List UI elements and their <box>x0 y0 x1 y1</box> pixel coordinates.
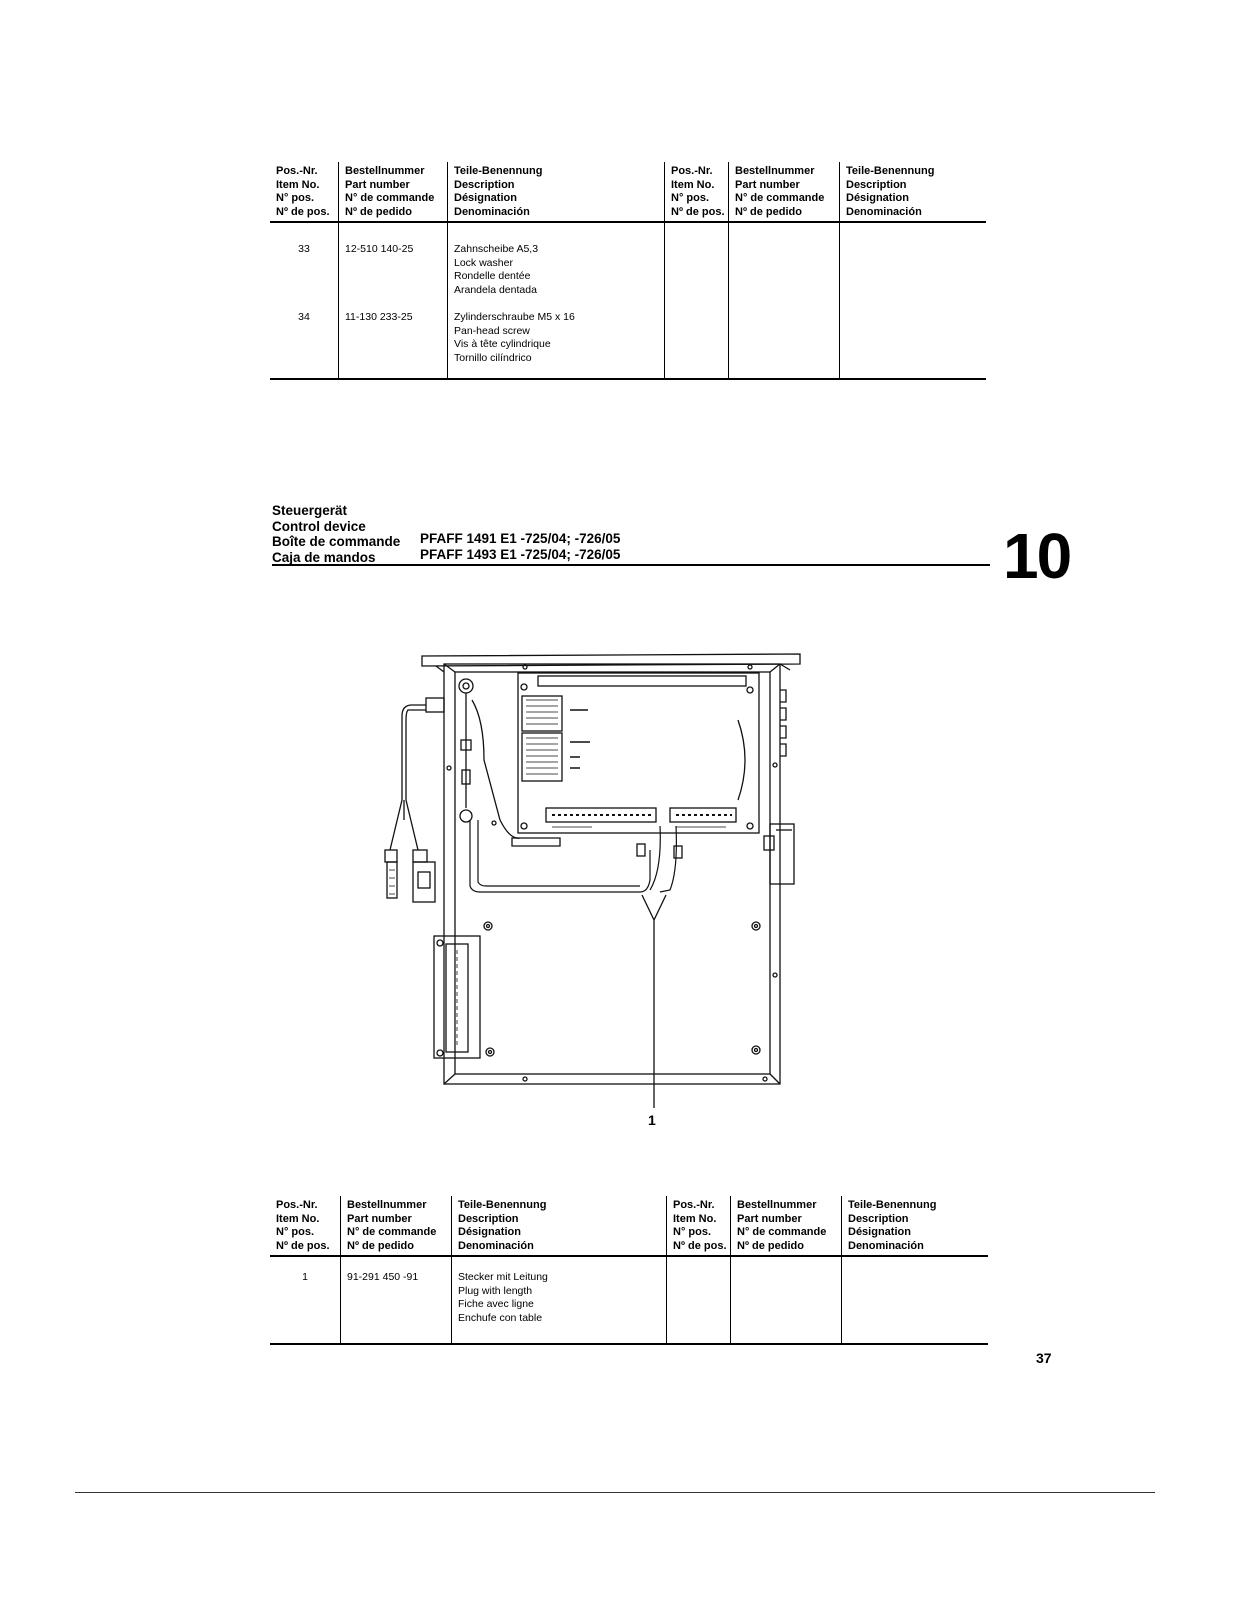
model-list <box>420 531 620 562</box>
header-text: Part number <box>735 178 800 191</box>
col-desc-right <box>840 222 987 379</box>
header-text: N° de commande <box>345 192 435 204</box>
description: Vis à tête cylindrique <box>454 338 551 350</box>
title-line: Caja de mandos <box>272 549 376 565</box>
table-row <box>345 311 447 325</box>
header-text: Bestellnummer <box>347 1199 427 1211</box>
callout-leader <box>642 895 666 1108</box>
header-text: Description <box>454 178 515 191</box>
header-pos-right <box>665 162 729 222</box>
title-line: Steuergerät <box>272 503 348 518</box>
table-row <box>270 311 338 325</box>
part-number: 11-130 233-25 <box>345 310 413 323</box>
header-text: Désignation <box>458 1226 521 1238</box>
header-pos <box>270 1196 341 1256</box>
header-text: Denominación <box>458 1239 534 1252</box>
table-row <box>347 1271 451 1285</box>
description: Pan-head screw <box>454 324 530 337</box>
header-text: Part number <box>737 1212 802 1225</box>
header-text: N° pos. <box>671 192 710 204</box>
header-desc-right <box>842 1196 989 1256</box>
header-text: N° de commande <box>737 1226 827 1238</box>
table-header <box>270 1196 988 1256</box>
table-header <box>270 162 986 222</box>
header-text: Nº de pedido <box>737 1239 804 1252</box>
header-text: Désignation <box>848 1226 911 1238</box>
header-desc <box>452 1196 667 1256</box>
header-text: Pos.-Nr. <box>673 1199 715 1211</box>
control-device-drawing <box>380 650 810 1130</box>
header-part-right <box>729 162 840 222</box>
section-title <box>272 503 400 565</box>
header-text: Denominación <box>454 205 530 218</box>
model-line: PFAFF 1491 E1 -725/04; -726/05 <box>420 531 621 546</box>
table-body <box>270 1256 988 1344</box>
table-row <box>454 311 664 365</box>
header-pos <box>270 162 339 222</box>
circuit-board <box>518 673 759 833</box>
parts-table-top <box>270 162 986 380</box>
col-desc-right <box>842 1256 989 1344</box>
header-desc <box>448 162 665 222</box>
header-text: Part number <box>345 178 410 191</box>
header-text: Part number <box>347 1212 412 1225</box>
col-desc <box>452 1256 667 1344</box>
header-text: Item No. <box>671 178 715 191</box>
header-text: Pos.-Nr. <box>671 165 713 177</box>
model-line: PFAFF 1493 E1 -725/04; -726/05 <box>420 546 621 562</box>
col-pos <box>270 1256 341 1344</box>
header-text: Nº de pos. <box>276 205 330 218</box>
description: Zahnscheibe A5,3 <box>454 243 539 255</box>
pos-number: 33 <box>298 243 310 255</box>
header-text: Bestellnummer <box>737 1199 817 1211</box>
header-text: Item No. <box>276 178 320 191</box>
description: Rondelle dentée <box>454 270 531 282</box>
description: Zylinderschraube M5 x 16 <box>454 311 575 323</box>
housing-frame <box>444 664 780 1084</box>
header-text: Bestellnummer <box>345 165 425 177</box>
header-part-right <box>731 1196 842 1256</box>
page-number: 37 <box>1036 1350 1052 1366</box>
header-text: Description <box>846 178 907 191</box>
header-text: Désignation <box>454 192 517 204</box>
col-desc <box>448 222 665 379</box>
header-text: Nº de pedido <box>347 1239 414 1252</box>
header-text: N° pos. <box>276 192 315 204</box>
header-text: Denominación <box>848 1239 924 1252</box>
header-text: N° pos. <box>673 1226 712 1238</box>
page-bottom-rule <box>75 1492 1155 1493</box>
col-part <box>341 1256 452 1344</box>
description: Lock washer <box>454 256 513 269</box>
description: Arandela dentada <box>454 283 537 296</box>
col-pos <box>270 222 339 379</box>
table-footer-rule <box>270 379 986 380</box>
table-footer-rule <box>270 1344 988 1345</box>
header-text: Description <box>848 1212 909 1225</box>
description: Plug with length <box>458 1284 533 1297</box>
table-row <box>454 243 664 297</box>
header-text: Teile-Benennung <box>848 1199 937 1211</box>
table-row <box>270 1271 340 1285</box>
table-row <box>270 243 338 257</box>
col-part-right <box>731 1256 842 1344</box>
section-rule <box>272 564 990 566</box>
header-text: Teile-Benennung <box>846 165 935 177</box>
header-text: Bestellnummer <box>735 165 815 177</box>
header-text: Item No. <box>276 1212 320 1225</box>
col-part <box>339 222 448 379</box>
header-text: N° de commande <box>347 1226 437 1238</box>
col-pos-right <box>667 1256 731 1344</box>
part-number: 12-510 140-25 <box>345 243 414 255</box>
description: Stecker mit Leitung <box>458 1271 548 1283</box>
pos-number: 1 <box>302 1271 308 1283</box>
header-part <box>341 1196 452 1256</box>
parts-table-bottom <box>270 1196 988 1345</box>
col-part-right <box>729 222 840 379</box>
header-text: Description <box>458 1212 519 1225</box>
header-text: Teile-Benennung <box>454 165 543 177</box>
title-line: Boîte de commande <box>272 534 401 549</box>
title-line: Control device <box>272 518 366 534</box>
header-text: N° de commande <box>735 192 825 204</box>
header-text: Nº de pedido <box>735 205 802 218</box>
header-desc-right <box>840 162 987 222</box>
header-text: Pos.-Nr. <box>276 1199 318 1211</box>
header-text: Item No. <box>673 1212 717 1225</box>
description: Tornillo cilíndrico <box>454 351 532 364</box>
header-text: N° pos. <box>276 1226 315 1238</box>
table-body <box>270 222 986 379</box>
header-text: Nº de pos. <box>671 205 725 218</box>
header-pos-right <box>667 1196 731 1256</box>
description: Enchufe con table <box>458 1311 543 1324</box>
header-text: Nº de pedido <box>345 205 412 218</box>
table-row <box>345 243 447 257</box>
header-part <box>339 162 448 222</box>
callout-label: 1 <box>648 1112 656 1128</box>
housing-inner <box>455 672 770 1074</box>
header-text: Nº de pos. <box>276 1239 330 1252</box>
table-row <box>458 1271 666 1325</box>
header-text: Désignation <box>846 192 909 204</box>
part-number: 91-291 450 -91 <box>347 1271 419 1283</box>
description: Fiche avec ligne <box>458 1298 534 1310</box>
header-text: Nº de pos. <box>673 1239 727 1252</box>
section-number: 10 <box>1003 520 1071 592</box>
pos-number: 34 <box>298 310 310 323</box>
header-text: Pos.-Nr. <box>276 165 318 177</box>
header-text: Teile-Benennung <box>458 1199 547 1211</box>
col-pos-right <box>665 222 729 379</box>
header-text: Denominación <box>846 205 922 218</box>
